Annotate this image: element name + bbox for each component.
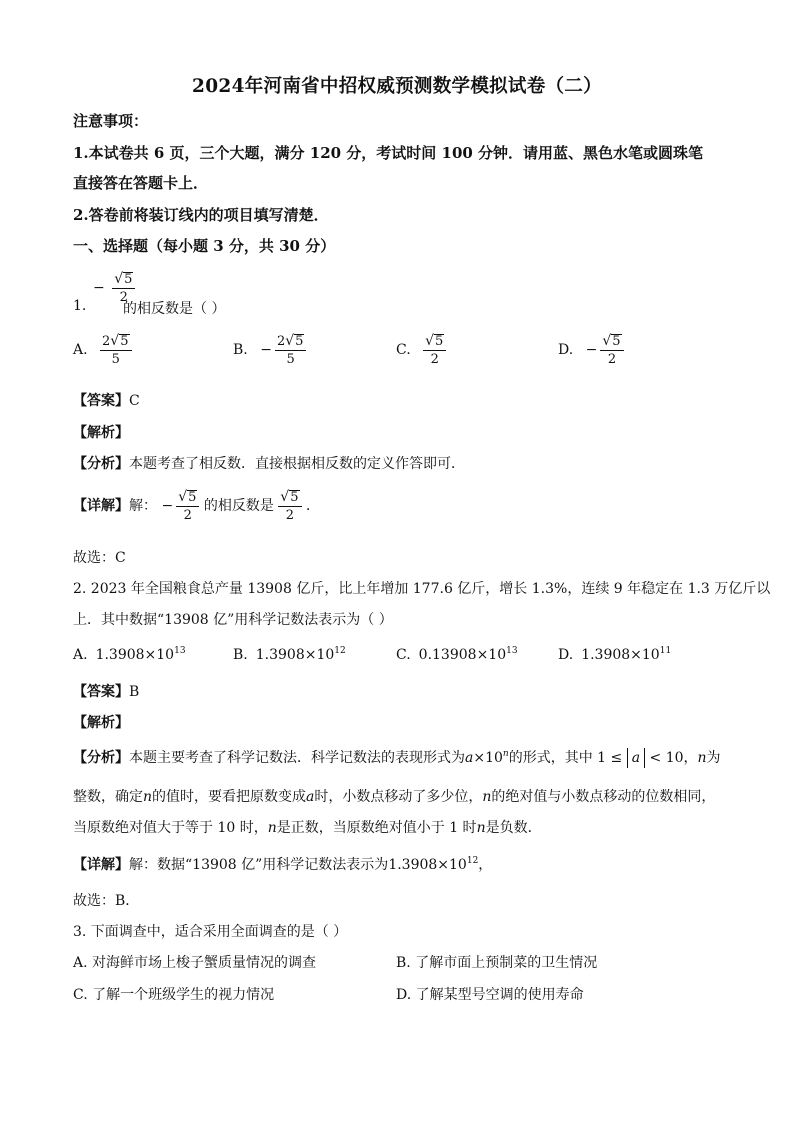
section-1-heading: 一、选择题（每小题 3 分，共 30 分） (73, 237, 336, 255)
fraction: √ 5 2 (112, 272, 135, 304)
question-3-option-b: B. 了解市面上预制菜的卫生情况 (396, 955, 598, 971)
question-2-fenxi-line-2: 整数，确定n的值时，要看把原数变成a时，小数点移动了多少位，n的绝对值与小数点移动的位数相同， (73, 789, 716, 805)
question-2-option-a: A. $1.3908\times 10^{13}$ (73, 646, 186, 663)
notice-item-1-line-2: 直接答在答题卡上． (73, 174, 209, 192)
question-2-analysis-tag: 【解析】 (73, 715, 129, 731)
question-3-option-c: C. 了解一个班级学生的视力情况 (73, 987, 275, 1003)
question-2-option-c: C. $0.13908\times 10^{13}$ (396, 646, 518, 663)
question-1-number: 1. (73, 298, 87, 314)
question-1-answer: 【答案】C (73, 393, 140, 409)
question-1-fenxi: 【分析】本题考查了相反数．直接根据相反数的定义作答即可． (73, 456, 465, 472)
question-2-answer: 【答案】B (73, 684, 140, 700)
question-2-fenxi-line-1: 【分析】本题主要考查了科学记数法．科学记数法的表现形式为$a\times 10^n$的形式，其中 1 ≤ a < 10，n为 (73, 749, 721, 766)
question-1-option-a: A. 2 √ 5 5 (73, 334, 132, 366)
question-1-option-c: C. √ 5 2 (396, 334, 446, 366)
question-2-conclusion: 故选：B． (73, 893, 140, 909)
question-2-fenxi-line-3: 当原数绝对值大于等于 10 时，n是正数，当原数绝对值小于 1 时n是负数． (73, 820, 542, 836)
question-1-conclusion: 故选：C (73, 550, 126, 566)
notice-item-1-line-1: 1.本试卷共 6 页，三个大题，满分 120 分，考试时间 100 分钟．请用蓝、黑色水笔或圆珠笔 (73, 144, 704, 162)
question-1-suffix: 的相反数是（ ） (123, 301, 226, 317)
question-2-option-d: D. $1.3908\times 10^{11}$ (558, 646, 672, 663)
question-2-stem-line-1: 2. 2023 年全国粮食总产量 13908 亿斤，比上年增加 177.6 亿斤，增长 1.3%，连续 9 年稳定在 1.3 万亿斤以 (73, 581, 771, 597)
minus-sign: − (93, 280, 105, 296)
question-1-option-b: B. − 2 √ 5 5 (233, 334, 306, 366)
question-3-option-a: A. 对海鲜市场上梭子蟹质量情况的调查 (73, 955, 317, 971)
question-2-detail: 【详解】解：数据“13908 亿”用科学记数法表示为$1.3908\times 10^{12}$， (73, 856, 493, 873)
question-3-stem: 3. 下面调查中，适合采用全面调查的是（ ） (73, 924, 348, 940)
question-2-stem-line-2: 上．其中数据“13908 亿”用科学记数法表示为（ ） (73, 612, 393, 628)
question-1-option-d: D. − √ 5 2 (558, 334, 624, 366)
question-1-analysis-tag: 【解析】 (73, 425, 129, 441)
notice-heading: 注意事项： (73, 112, 149, 130)
notice-item-2: 2.答卷前将装订线内的项目填写清楚． (73, 206, 329, 224)
page-title: 2024年河南省中招权威预测数学模拟试卷（二） (192, 76, 602, 97)
question-2-option-b: B. $1.3908\times 10^{12}$ (233, 646, 346, 663)
question-3-option-d: D. 了解某型号空调的使用寿命 (396, 987, 584, 1003)
question-1-detail: 【详解】解： − √ 5 2 的相反数是 √ 5 2 ． (73, 489, 320, 523)
